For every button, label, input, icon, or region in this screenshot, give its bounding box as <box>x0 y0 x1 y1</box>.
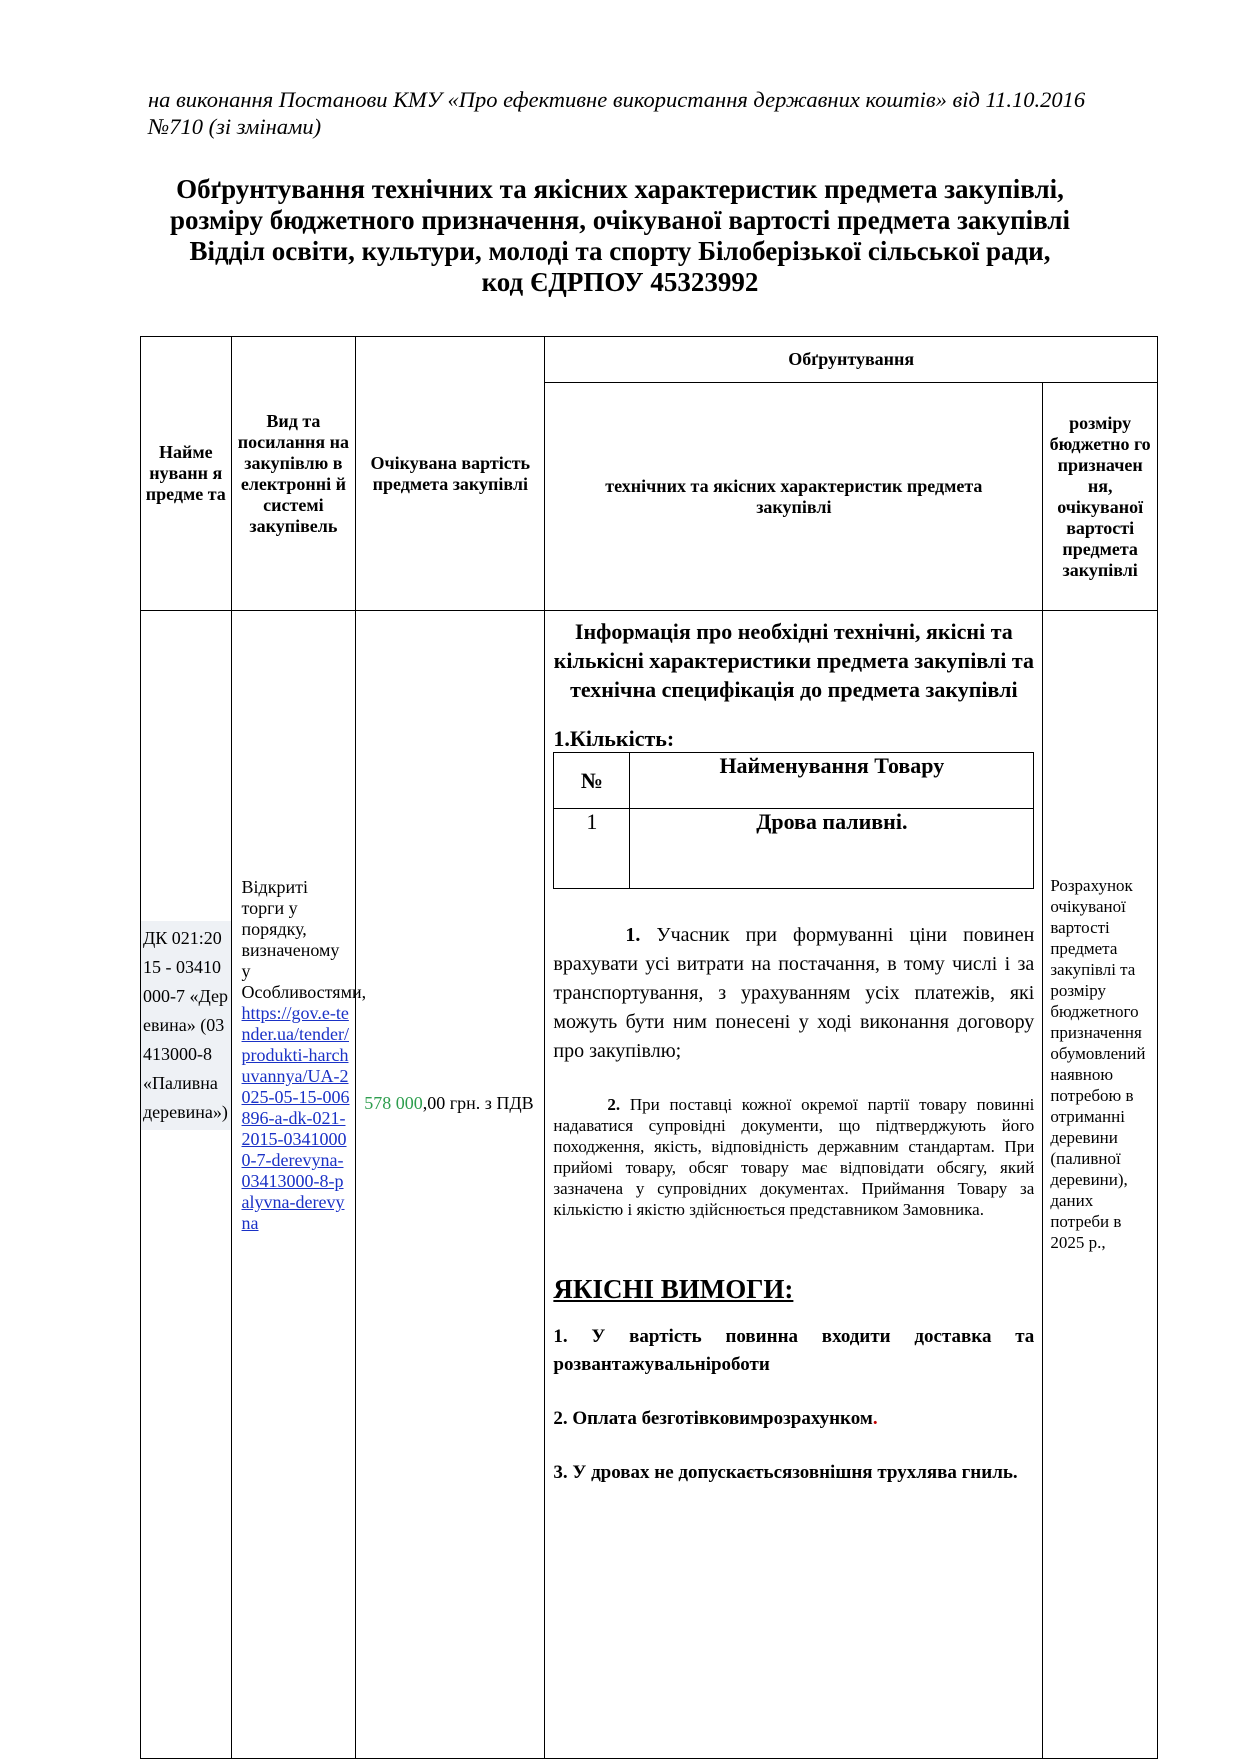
page-title <box>140 174 1100 298</box>
header-expected-cost: Очікувана вартість предмета закупівлі <box>356 337 545 611</box>
cost-value: 578 000 <box>364 1093 423 1113</box>
paragraph-2: 2. При поставці кожної окремої партії товару повинні надаватися супровідні документи, що підтверджують його походження, якість, відповідність державним стандартам. При прийомі товару, обсяг товару має відповідати обсягу, який зазначена у супровідних документах. Приймання Товару за кількістю і якістю здійснюється представником Замовника. <box>553 1095 1035 1219</box>
inner-header-number: № <box>554 753 630 809</box>
procedure-text: Відкриті торги у порядку, визначеному у Особливостями, <box>241 877 367 1002</box>
title-line-2: розміру бюджетного призначення, очікуваної вартості предмета закупівлі <box>169 205 1071 235</box>
title-line-1: Обґрунтування технічних та якісних характеристик предмета закупівлі, <box>176 174 1064 204</box>
justification-table <box>140 336 1158 1759</box>
cpv-code: ДК 021:2015 - 03410000-7 «Деревина» (03413000-8 «Паливна деревина») <box>141 921 231 1130</box>
inner-header-name: Найменування Товару <box>630 753 1034 809</box>
paragraph-1: 1. Учасник при формуванні ціни повинен врахувати усі витрати на постачання, в тому числі і за транспортування, з урахуванням усіх платежів, які можуть бути ним понесені у ході виконання договору про закупівлю; <box>553 924 1035 1062</box>
header-subject: Найме нуванн я предме та <box>141 337 232 611</box>
quantity-heading: 1.Кількість: <box>553 726 675 751</box>
cost-suffix: ,00 грн. з ПДВ <box>422 1093 534 1113</box>
header-technical: технічних та якісних характеристик предмета закупівлі <box>545 383 1043 611</box>
header-procedure: Вид та посилання на закупівлю в електронні й системі закупівель <box>231 337 356 611</box>
quality-heading: ЯКІСНІ ВИМОГИ: <box>553 1274 794 1304</box>
inner-row-number: 1 <box>554 809 630 889</box>
header-budget: розміру бюджетно го призначен ня, очікуваної вартості предмета закупівлі <box>1043 383 1158 611</box>
decree-note: на виконання Постанови КМУ «Про ефективне використання державних коштів» від 11.10.2016 №710 (зі змінами) <box>148 87 1086 139</box>
procedure-cell <box>231 611 367 1759</box>
requirement-3: 3. У дровах не допускаєтьсязовнішня трухлява гниль. <box>553 1462 1018 1483</box>
quantity-table <box>553 752 1034 889</box>
subject-cell <box>141 611 232 1759</box>
info-title: Інформація про необхідні технічні, якісні та кількісні характеристики предмета закупівлі та технічна специфікація до предмета закупівлі <box>553 619 1034 702</box>
tender-link[interactable]: https://gov.e-tender.ua/tender/produkti-harchuvannya/UA-2025-05-15-006896-a-dk-021-2015-03410000-7-derevyna-03413000-8-palyvna-derevyna <box>241 1003 350 1233</box>
requirement-1: 1. У вартість повинна входити доставка та розвантажувальніроботи <box>553 1326 1035 1375</box>
cost-cell <box>356 611 545 1759</box>
calculation-text: Розрахунок очікуваної вартості предмета закупівлі та розміру бюджетного призначення обумовлений наявною потребою в отриманні деревини (паливної деревини), даних потреби в 2025 р., <box>1050 876 1146 1252</box>
technical-cell <box>545 611 1043 1759</box>
title-line-4: код ЄДРПОУ 45323992 <box>481 267 759 297</box>
header-justification-group: Обґрунтування <box>545 337 1158 383</box>
requirement-2: 2. Оплата безготівковимрозрахунком. <box>553 1408 878 1429</box>
inner-row-name: Дрова паливні. <box>630 809 1034 889</box>
budget-cell <box>1043 611 1158 1759</box>
title-line-3: Відділ освіти, культури, молоді та спорту Білоберізької сільської ради, <box>189 236 1051 266</box>
